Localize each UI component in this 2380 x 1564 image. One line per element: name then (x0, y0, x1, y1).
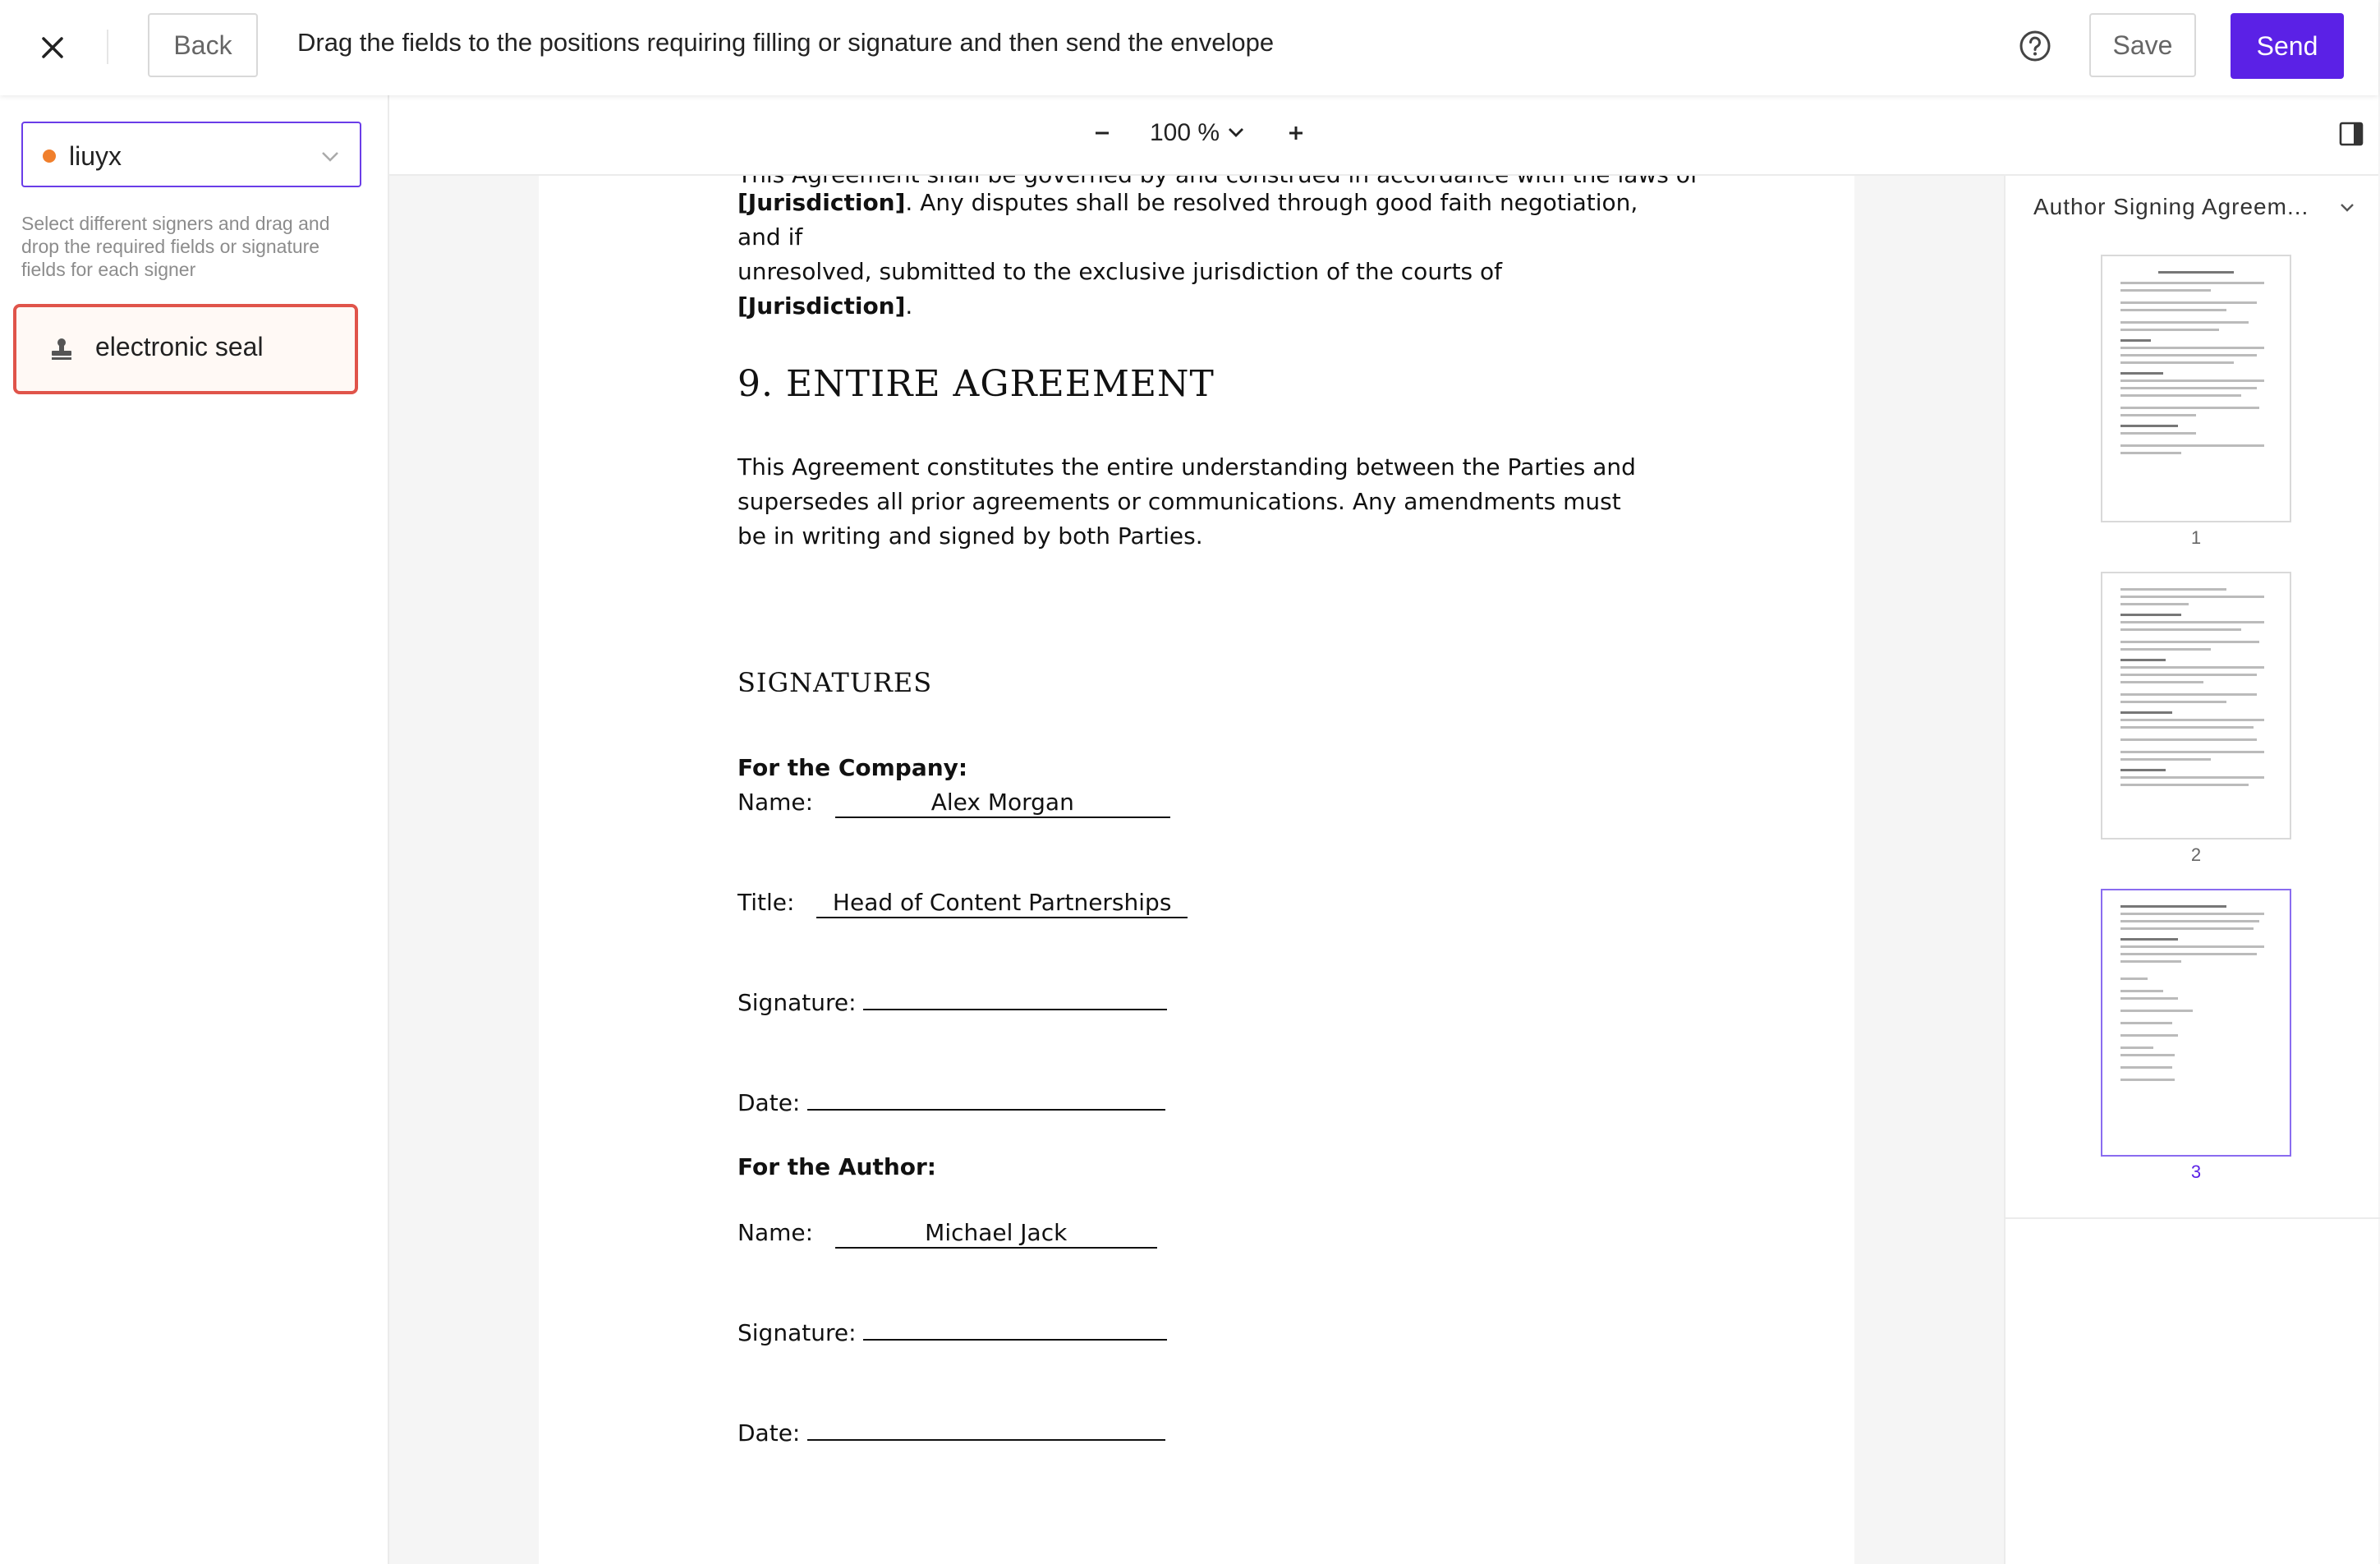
signature-label: Signature: (737, 989, 857, 1016)
signatures-heading: SIGNATURES (737, 667, 933, 698)
paragraph-text: . Any disputes shall be resolved through good faith negotiation, and if (737, 189, 1638, 251)
signer-status-dot (43, 150, 56, 163)
name-label: Name: (737, 1219, 814, 1246)
company-signature-row[interactable] (737, 986, 1167, 1020)
document-title[interactable]: Author Signing Agreem... (2033, 194, 2309, 219)
jurisdiction-bold: [Jurisdiction] (737, 189, 906, 216)
sidebar-hint: Select different signers and drag and drop the required fields or signature fields for each signer (21, 213, 330, 280)
signer-select[interactable] (21, 122, 361, 187)
page-thumbnails-panel (2004, 176, 2378, 1564)
paragraph-text: . (905, 292, 913, 320)
zoom-in-icon[interactable] (1280, 117, 1312, 150)
signer-name: liuyx (69, 141, 122, 171)
author-heading (737, 1150, 936, 1184)
field-label: electronic seal (95, 332, 264, 361)
section-body: This Agreement constitutes the entire understanding between the Parties and supersedes all prior agreements or communications. Any amendments must be in writing and signed by both Parties. (737, 453, 1636, 550)
header-divider (107, 30, 108, 64)
page-number[interactable]: 2 (2190, 844, 2202, 865)
chevron-down-icon[interactable] (2337, 197, 2357, 217)
zoom-level[interactable]: 100 % (1150, 119, 1220, 146)
stamp-icon (49, 337, 74, 361)
document-viewer[interactable] (391, 176, 2004, 1564)
close-icon[interactable] (30, 25, 76, 71)
company-heading (737, 751, 967, 785)
section-heading: 9. ENTIRE AGREEMENT (737, 363, 1215, 405)
company-signature-line[interactable] (863, 1009, 1167, 1010)
date-label: Date: (737, 1089, 801, 1116)
page-thumbnail-2[interactable] (2101, 572, 2291, 840)
jurisdiction-paragraph (737, 186, 1641, 324)
author-date-line[interactable] (807, 1439, 1165, 1441)
help-icon[interactable] (2017, 28, 2053, 64)
document-toolbar (389, 95, 2378, 176)
author-date-row[interactable] (737, 1416, 1165, 1451)
panel-divider (2006, 1217, 2380, 1219)
top-header (0, 0, 2378, 95)
author-name-row (737, 1216, 1157, 1250)
author-signature-row[interactable] (737, 1316, 1167, 1350)
company-title-value: Head of Content Partnerships (816, 889, 1188, 918)
document-page[interactable] (539, 176, 1854, 1564)
send-button[interactable]: Send (2231, 13, 2344, 79)
company-date-line[interactable] (807, 1109, 1165, 1111)
page-thumbnail-3[interactable] (2101, 889, 2291, 1157)
author-name-value: Michael Jack (835, 1219, 1157, 1249)
back-button[interactable]: Back (148, 13, 258, 77)
name-label: Name: (737, 789, 814, 816)
chevron-down-icon (319, 145, 342, 168)
chevron-down-icon[interactable] (1225, 122, 1247, 143)
author-signature-line[interactable] (863, 1339, 1167, 1341)
panel-toggle-icon[interactable] (2337, 120, 2365, 148)
save-button[interactable]: Save (2089, 13, 2196, 77)
page-number[interactable]: 1 (2190, 527, 2202, 548)
company-name-row (737, 785, 1170, 820)
page-number-active[interactable]: 3 (2190, 1162, 2202, 1182)
author-heading-text: For the Author: (737, 1153, 937, 1180)
page-thumbnail-1[interactable] (2101, 255, 2291, 522)
company-date-row[interactable] (737, 1086, 1165, 1120)
zoom-out-icon[interactable] (1086, 117, 1119, 150)
instruction-text: Drag the fields to the positions requiring filling or signature and then send the envelope (297, 28, 1275, 57)
company-name-value: Alex Morgan (835, 789, 1170, 818)
date-label: Date: (737, 1419, 801, 1447)
company-title-row (737, 886, 1188, 920)
electronic-seal-field[interactable] (13, 304, 358, 394)
jurisdiction-bold: [Jurisdiction] (737, 292, 906, 320)
fields-sidebar (0, 95, 389, 1564)
title-label: Title: (737, 889, 795, 916)
signature-label: Signature: (737, 1319, 857, 1346)
paragraph-text: unresolved, submitted to the exclusive jurisdiction of the courts of (737, 258, 1503, 285)
company-heading-text: For the Company: (737, 754, 968, 781)
